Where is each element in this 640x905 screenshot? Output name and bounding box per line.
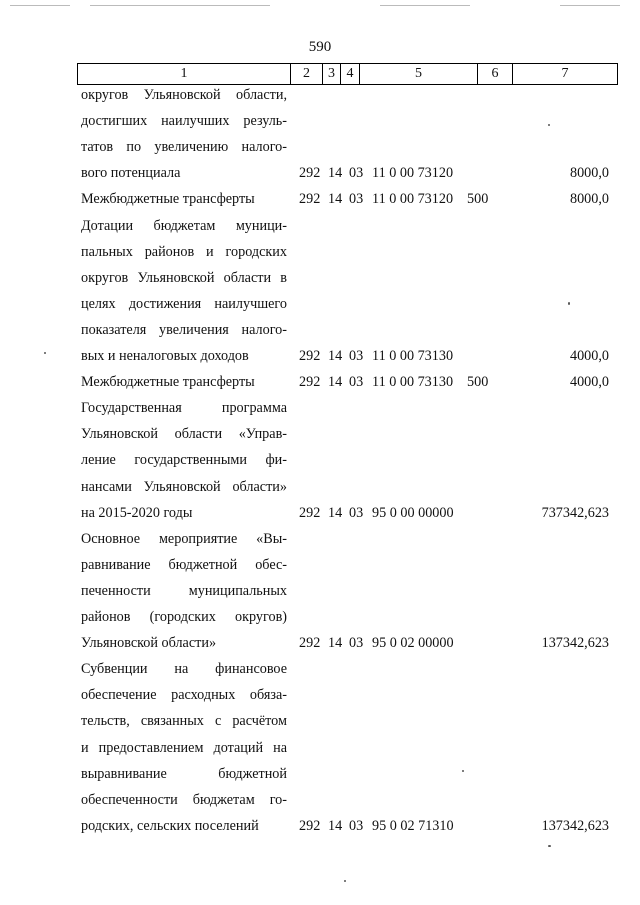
col-7-amount: 4000,0 [569,374,609,391]
col-4-subsection: 03 [349,504,364,521]
row-description: тельств, связанных с расчётом [81,713,287,730]
table-row [0,630,640,656]
table-row [0,656,640,682]
table-row [0,447,640,473]
row-description: Ульяновской области» [81,635,217,652]
table-row [0,421,640,447]
table-row [0,735,640,761]
col-4-subsection: 03 [349,817,364,834]
row-description: обеспеченности бюджетам го- [81,791,287,808]
row-description: Дотации бюджетам муници- [81,217,287,234]
scan-speck [44,352,46,354]
row-description: округов Ульяновской области в [81,269,287,286]
col-7-amount: 737342,623 [541,504,609,521]
column-header-2: 2 [291,64,323,85]
row-description: вого потенциала [81,165,181,182]
row-description: и предоставлением дотаций на [81,739,287,756]
col-3-section: 14 [328,504,343,521]
row-description: округов Ульяновской области, [81,87,287,103]
table-row [0,682,640,708]
table-row [0,526,640,552]
row-description: нансами Ульяновской области» [81,478,287,495]
col-2-code: 292 [299,817,321,834]
scan-mark [90,5,270,6]
col-6-expense-type: 500 [467,191,489,208]
table-row [0,317,640,343]
table-row [0,395,640,421]
table-row [0,787,640,813]
row-description: на 2015-2020 годы [81,504,193,521]
col-7-amount: 8000,0 [569,191,609,208]
col-5-target-article: 95 0 00 00000 [372,504,454,521]
table-row [0,369,640,395]
row-description: родских, сельских поселений [81,817,259,834]
table-row [0,761,640,787]
scan-mark [560,5,620,6]
column-header-5: 5 [360,64,478,85]
col-5-target-article: 11 0 00 73130 [372,348,454,364]
table-row [0,82,640,108]
table-row [0,134,640,160]
scan-speck [344,880,346,882]
row-description: Основное мероприятие «Вы- [81,530,287,547]
row-description: татов по увеличению налого- [81,139,287,156]
table-row [0,552,640,578]
scan-speck [462,770,464,772]
column-header-3: 3 [323,64,341,85]
col-2-code: 292 [299,374,321,391]
col-3-section: 14 [328,635,343,652]
column-header-1: 1 [78,64,291,85]
col-3-section: 14 [328,374,343,391]
col-6-expense-type: 500 [467,374,489,391]
row-description: ление государственными фи- [81,452,287,469]
row-description: целях достижения наилучшего [81,295,287,312]
col-3-section: 14 [328,348,343,364]
scan-speck [548,845,551,847]
table-row [0,813,640,839]
row-description: печенности муниципальных [81,582,287,599]
scan-speck [568,302,570,305]
row-description: районов (городских округов) [81,609,287,625]
col-5-target-article: 95 0 02 71310 [372,817,454,834]
row-description: пальных районов и городских [81,243,287,260]
col-5-target-article: 11 0 00 73130 [372,374,454,391]
scan-mark [10,5,70,6]
col-4-subsection: 03 [349,635,364,652]
col-3-section: 14 [328,165,343,182]
table-row [0,474,640,500]
scan-speck [548,124,550,126]
row-description: вых и неналоговых доходов [81,348,249,364]
col-2-code: 292 [299,191,321,208]
col-2-code: 292 [299,504,321,521]
col-4-subsection: 03 [349,374,364,391]
table-row [0,708,640,734]
row-description: равнивание бюджетной обес- [81,556,287,573]
row-description: Субвенции на финансовое [81,661,287,678]
col-7-amount: 137342,623 [541,635,609,652]
col-4-subsection: 03 [349,191,364,208]
col-7-amount: 4000,0 [569,348,609,364]
col-2-code: 292 [299,165,321,182]
table-row [0,604,640,630]
table-row [0,108,640,134]
col-4-subsection: 03 [349,348,364,364]
col-5-target-article: 11 0 00 73120 [372,191,454,208]
table-row [0,213,640,239]
col-7-amount: 8000,0 [569,165,609,182]
table-row [0,186,640,212]
table-row [0,343,640,369]
col-3-section: 14 [328,191,343,208]
column-header-4: 4 [341,64,360,85]
row-description: обеспечение расходных обяза- [81,687,287,704]
table-row [0,265,640,291]
col-4-subsection: 03 [349,165,364,182]
col-7-amount: 137342,623 [541,817,609,834]
table-row [0,291,640,317]
row-description: Межбюджетные трансферты [81,374,255,391]
scan-mark [380,5,470,6]
col-2-code: 292 [299,635,321,652]
table-row [0,578,640,604]
col-5-target-article: 11 0 00 73120 [372,165,454,182]
row-description: выравнивание бюджетной [81,765,287,782]
table-row [0,500,640,526]
column-header-7: 7 [513,64,618,85]
row-description: Государственная программа [81,400,287,417]
table-row [0,160,640,186]
row-description: Межбюджетные трансферты [81,191,255,208]
row-description: показателя увеличения налого- [81,321,287,338]
table-row [0,239,640,265]
row-description: Ульяновской области «Управ- [81,426,287,443]
col-3-section: 14 [328,817,343,834]
col-5-target-article: 95 0 02 00000 [372,635,454,652]
col-2-code: 292 [299,348,321,364]
row-description: достигших наилучших резуль- [81,113,287,130]
column-header-6: 6 [478,64,513,85]
page-number: 590 [308,39,332,55]
